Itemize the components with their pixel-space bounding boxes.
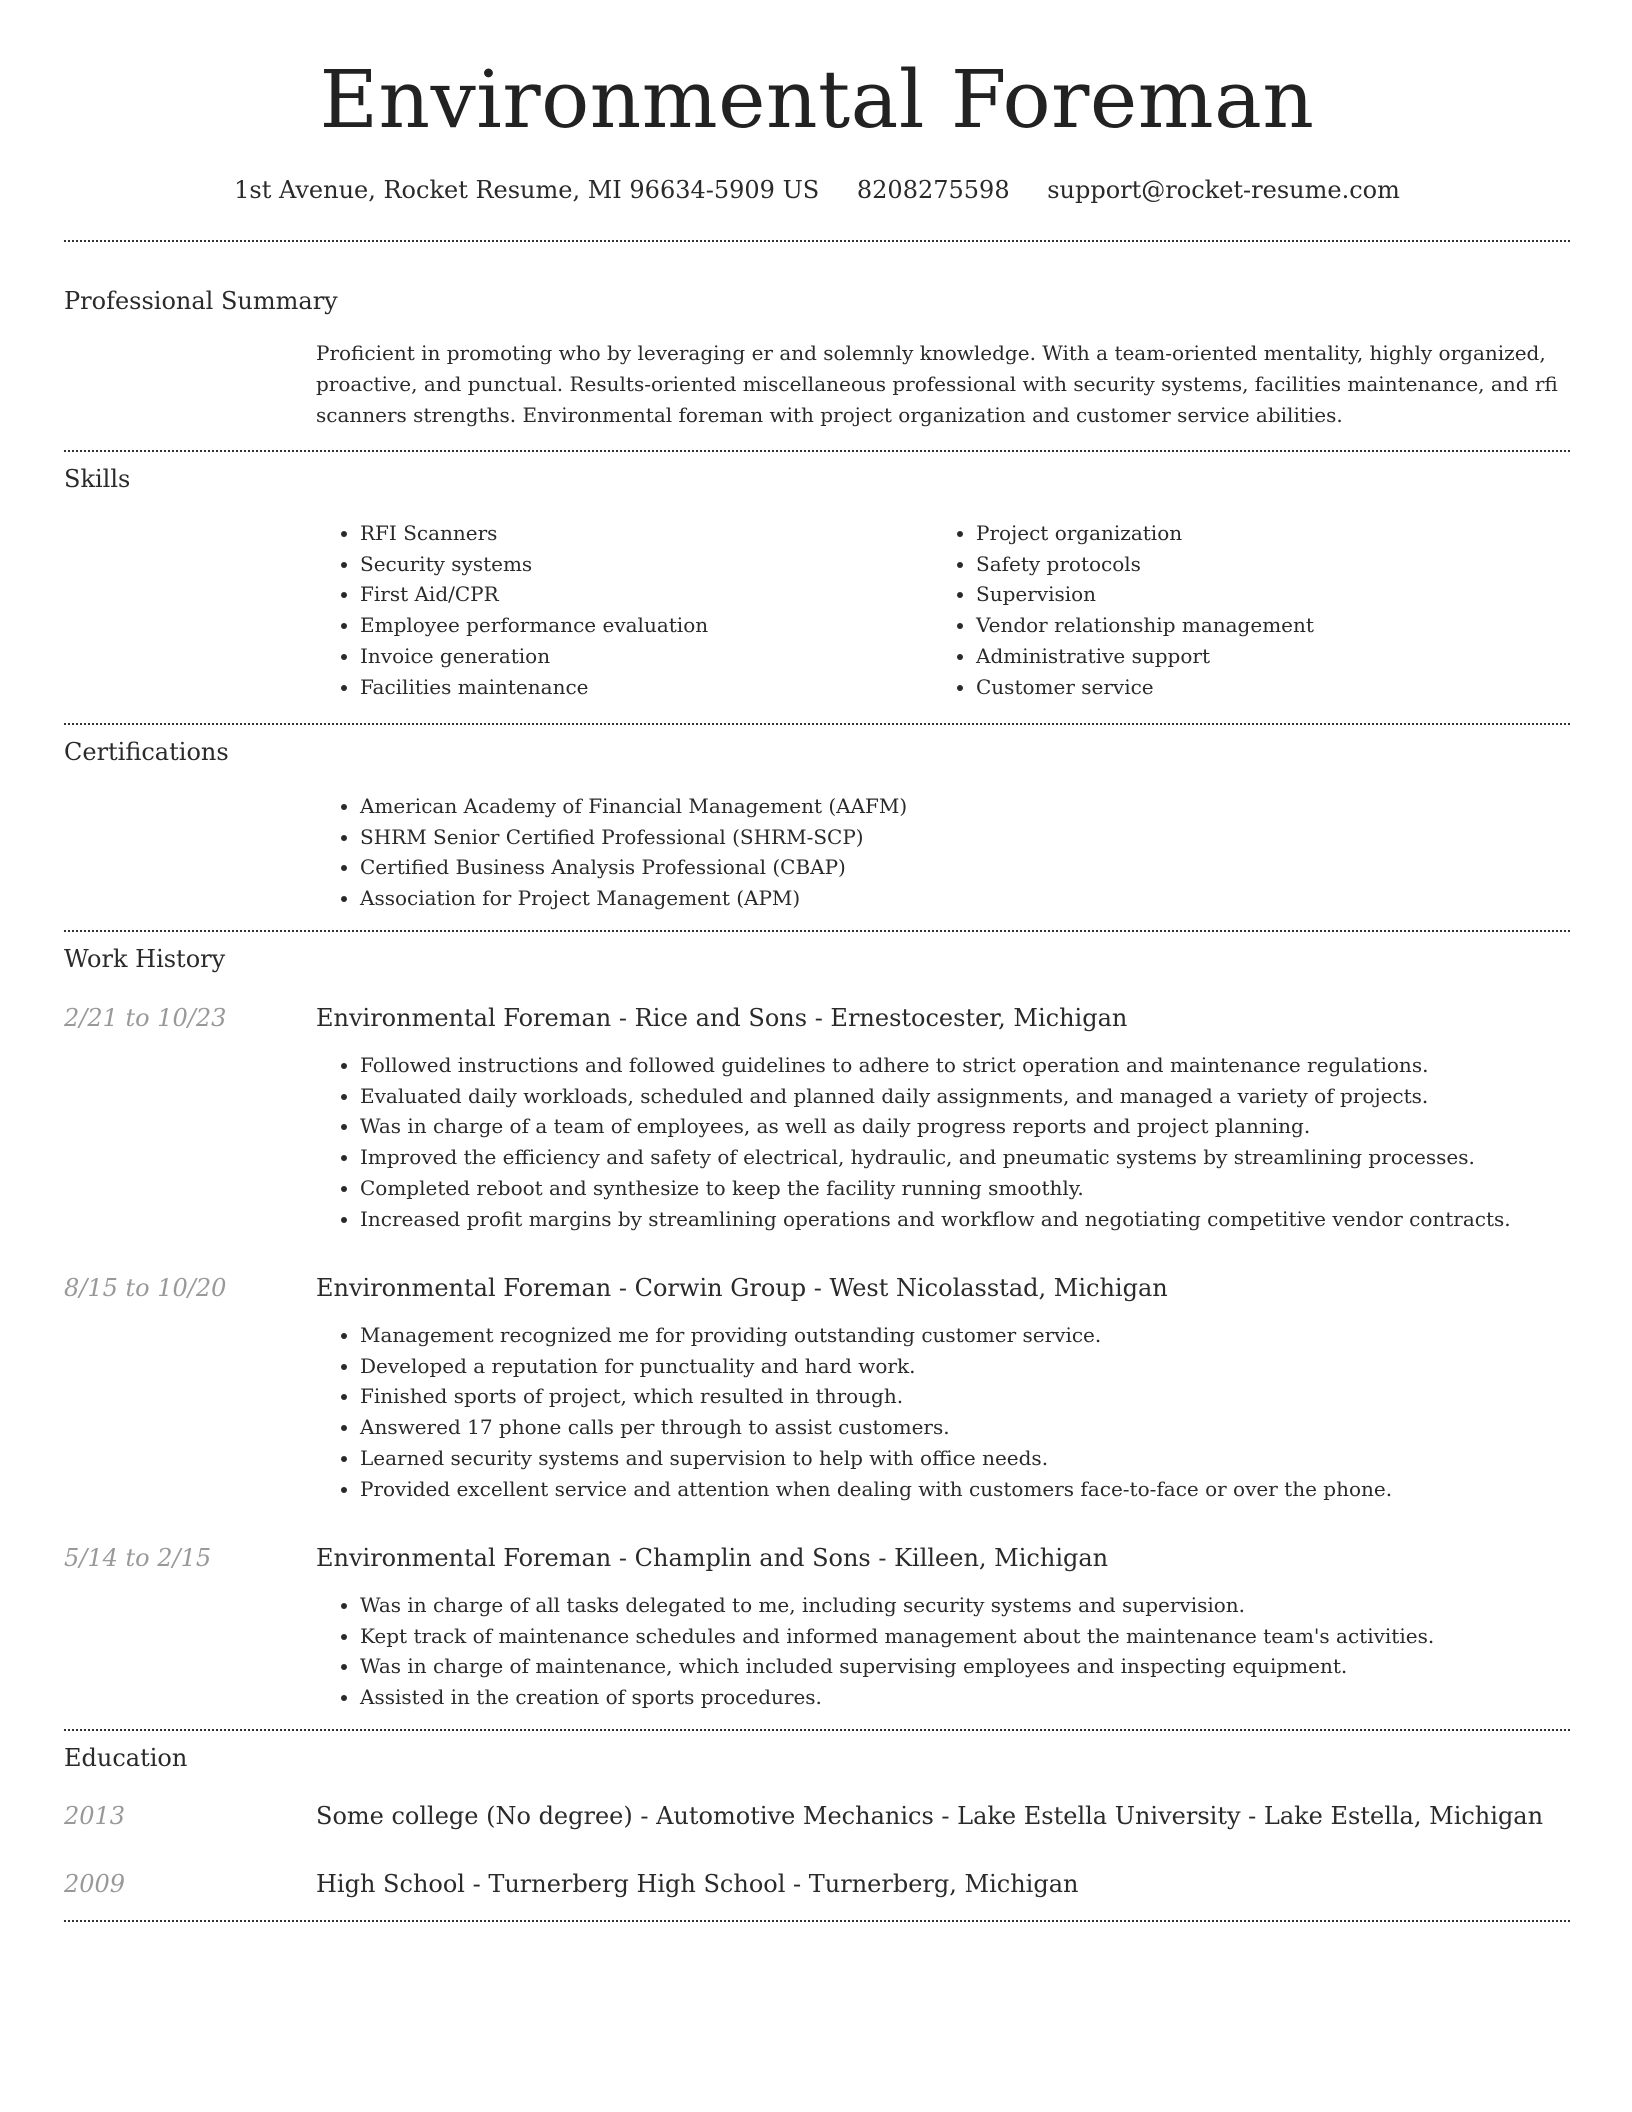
skill-item: • Safety protocols	[976, 549, 1576, 580]
job-bullet: • Was in charge of a team of employees, as well as daily progress reports and project planning.	[360, 1111, 1614, 1142]
education-heading: Some college (No degree) - Automotive Mechanics - Lake Estella University - Lake Estella, Michigan	[316, 1802, 1544, 1830]
contact-line	[64, 170, 1570, 210]
phone: 8208275598	[856, 176, 1010, 204]
job-bullet: • Improved the efficiency and safety of electrical, hydraulic, and pneumatic systems by streamlining processes.	[360, 1142, 1614, 1173]
section-title-work-history: Work History	[64, 945, 226, 973]
education-year: 2009	[64, 1870, 126, 1898]
certifications-list	[316, 791, 1560, 914]
certification-item: • American Academy of Financial Management (AAFM)	[360, 791, 1560, 822]
certification-item: • SHRM Senior Certified Professional (SHRM-SCP)	[360, 822, 1560, 853]
email: support@rocket-resume.com	[1047, 176, 1400, 204]
job-bullet: • Finished sports of project, which resulted in through.	[360, 1381, 1614, 1412]
skill-item: • Vendor relationship management	[976, 610, 1576, 641]
address: 1st Avenue, Rocket Resume, MI 96634-5909 US	[234, 176, 820, 204]
job-bullets	[316, 1590, 1614, 1713]
job-bullet: • Learned security systems and supervision to help with office needs.	[360, 1443, 1614, 1474]
skill-item: • Supervision	[976, 579, 1576, 610]
skill-item: • Facilities maintenance	[360, 672, 920, 703]
education-year: 2013	[64, 1802, 126, 1830]
job-bullet: • Completed reboot and synthesize to keep the facility running smoothly.	[360, 1173, 1614, 1204]
job-heading: Environmental Foreman - Rice and Sons - Ernestocester, Michigan	[316, 1004, 1128, 1032]
job-bullet: • Assisted in the creation of sports procedures.	[360, 1682, 1614, 1713]
skill-item: • Project organization	[976, 518, 1576, 549]
divider	[64, 723, 1570, 725]
skill-item: • Security systems	[360, 549, 920, 580]
job-bullet: • Followed instructions and followed guidelines to adhere to strict operation and maintenance regulations.	[360, 1050, 1614, 1081]
skill-item: • First Aid/CPR	[360, 579, 920, 610]
divider	[64, 1729, 1570, 1731]
divider	[64, 240, 1570, 242]
job-bullet: • Answered 17 phone calls per through to assist customers.	[360, 1412, 1614, 1443]
job-bullet: • Increased profit margins by streamlining operations and workflow and negotiating competitive vendor contracts.	[360, 1204, 1614, 1235]
job-bullet: • Developed a reputation for punctuality and hard work.	[360, 1351, 1614, 1382]
job-bullet: • Management recognized me for providing outstanding customer service.	[360, 1320, 1614, 1351]
section-title-skills: Skills	[64, 465, 131, 493]
certification-item: • Certified Business Analysis Professional (CBAP)	[360, 852, 1560, 883]
skill-item: • RFI Scanners	[360, 518, 920, 549]
skills-list-left	[316, 518, 920, 702]
certification-item: • Association for Project Management (APM)	[360, 883, 1560, 914]
skill-item: • Invoice generation	[360, 641, 920, 672]
job-bullets	[316, 1320, 1614, 1504]
summary-text: Proficient in promoting who by leveraging er and solemnly knowledge. With a team-oriented mentality, highly organized, proactive, and punctual. Results-oriented miscellaneous professional with security systems, facilities maintenance, and rfi scanners strengths. Environmental foreman with project organization and customer service abilities.	[316, 341, 1558, 427]
skill-item: • Administrative support	[976, 641, 1576, 672]
section-title-certifications: Certifications	[64, 738, 229, 766]
divider	[64, 930, 1570, 932]
section-title-summary: Professional Summary	[64, 287, 338, 315]
section-title-education: Education	[64, 1744, 188, 1772]
job-bullets	[316, 1050, 1614, 1234]
job-bullet: • Evaluated daily workloads, scheduled and planned daily assignments, and managed a variety of projects.	[360, 1081, 1614, 1112]
job-dates: 5/14 to 2/15	[64, 1544, 212, 1572]
job-bullet: • Kept track of maintenance schedules and informed management about the maintenance team's activities.	[360, 1621, 1614, 1652]
job-heading: Environmental Foreman - Corwin Group - West Nicolasstad, Michigan	[316, 1274, 1168, 1302]
job-bullet: • Was in charge of maintenance, which included supervising employees and inspecting equipment.	[360, 1651, 1614, 1682]
divider	[64, 1920, 1570, 1922]
candidate-name: Environmental Foreman	[319, 53, 1315, 146]
skills-list-right	[932, 518, 1576, 702]
job-bullet: • Was in charge of all tasks delegated to me, including security systems and supervision.	[360, 1590, 1614, 1621]
job-bullet: • Provided excellent service and attention when dealing with customers face-to-face or over the phone.	[360, 1474, 1614, 1505]
divider	[64, 450, 1570, 452]
job-heading: Environmental Foreman - Champlin and Sons - Killeen, Michigan	[316, 1544, 1109, 1572]
job-dates: 2/21 to 10/23	[64, 1004, 227, 1032]
education-heading: High School - Turnerberg High School - Turnerberg, Michigan	[316, 1870, 1079, 1898]
job-dates: 8/15 to 10/20	[64, 1274, 227, 1302]
skill-item: • Employee performance evaluation	[360, 610, 920, 641]
skill-item: • Customer service	[976, 672, 1576, 703]
